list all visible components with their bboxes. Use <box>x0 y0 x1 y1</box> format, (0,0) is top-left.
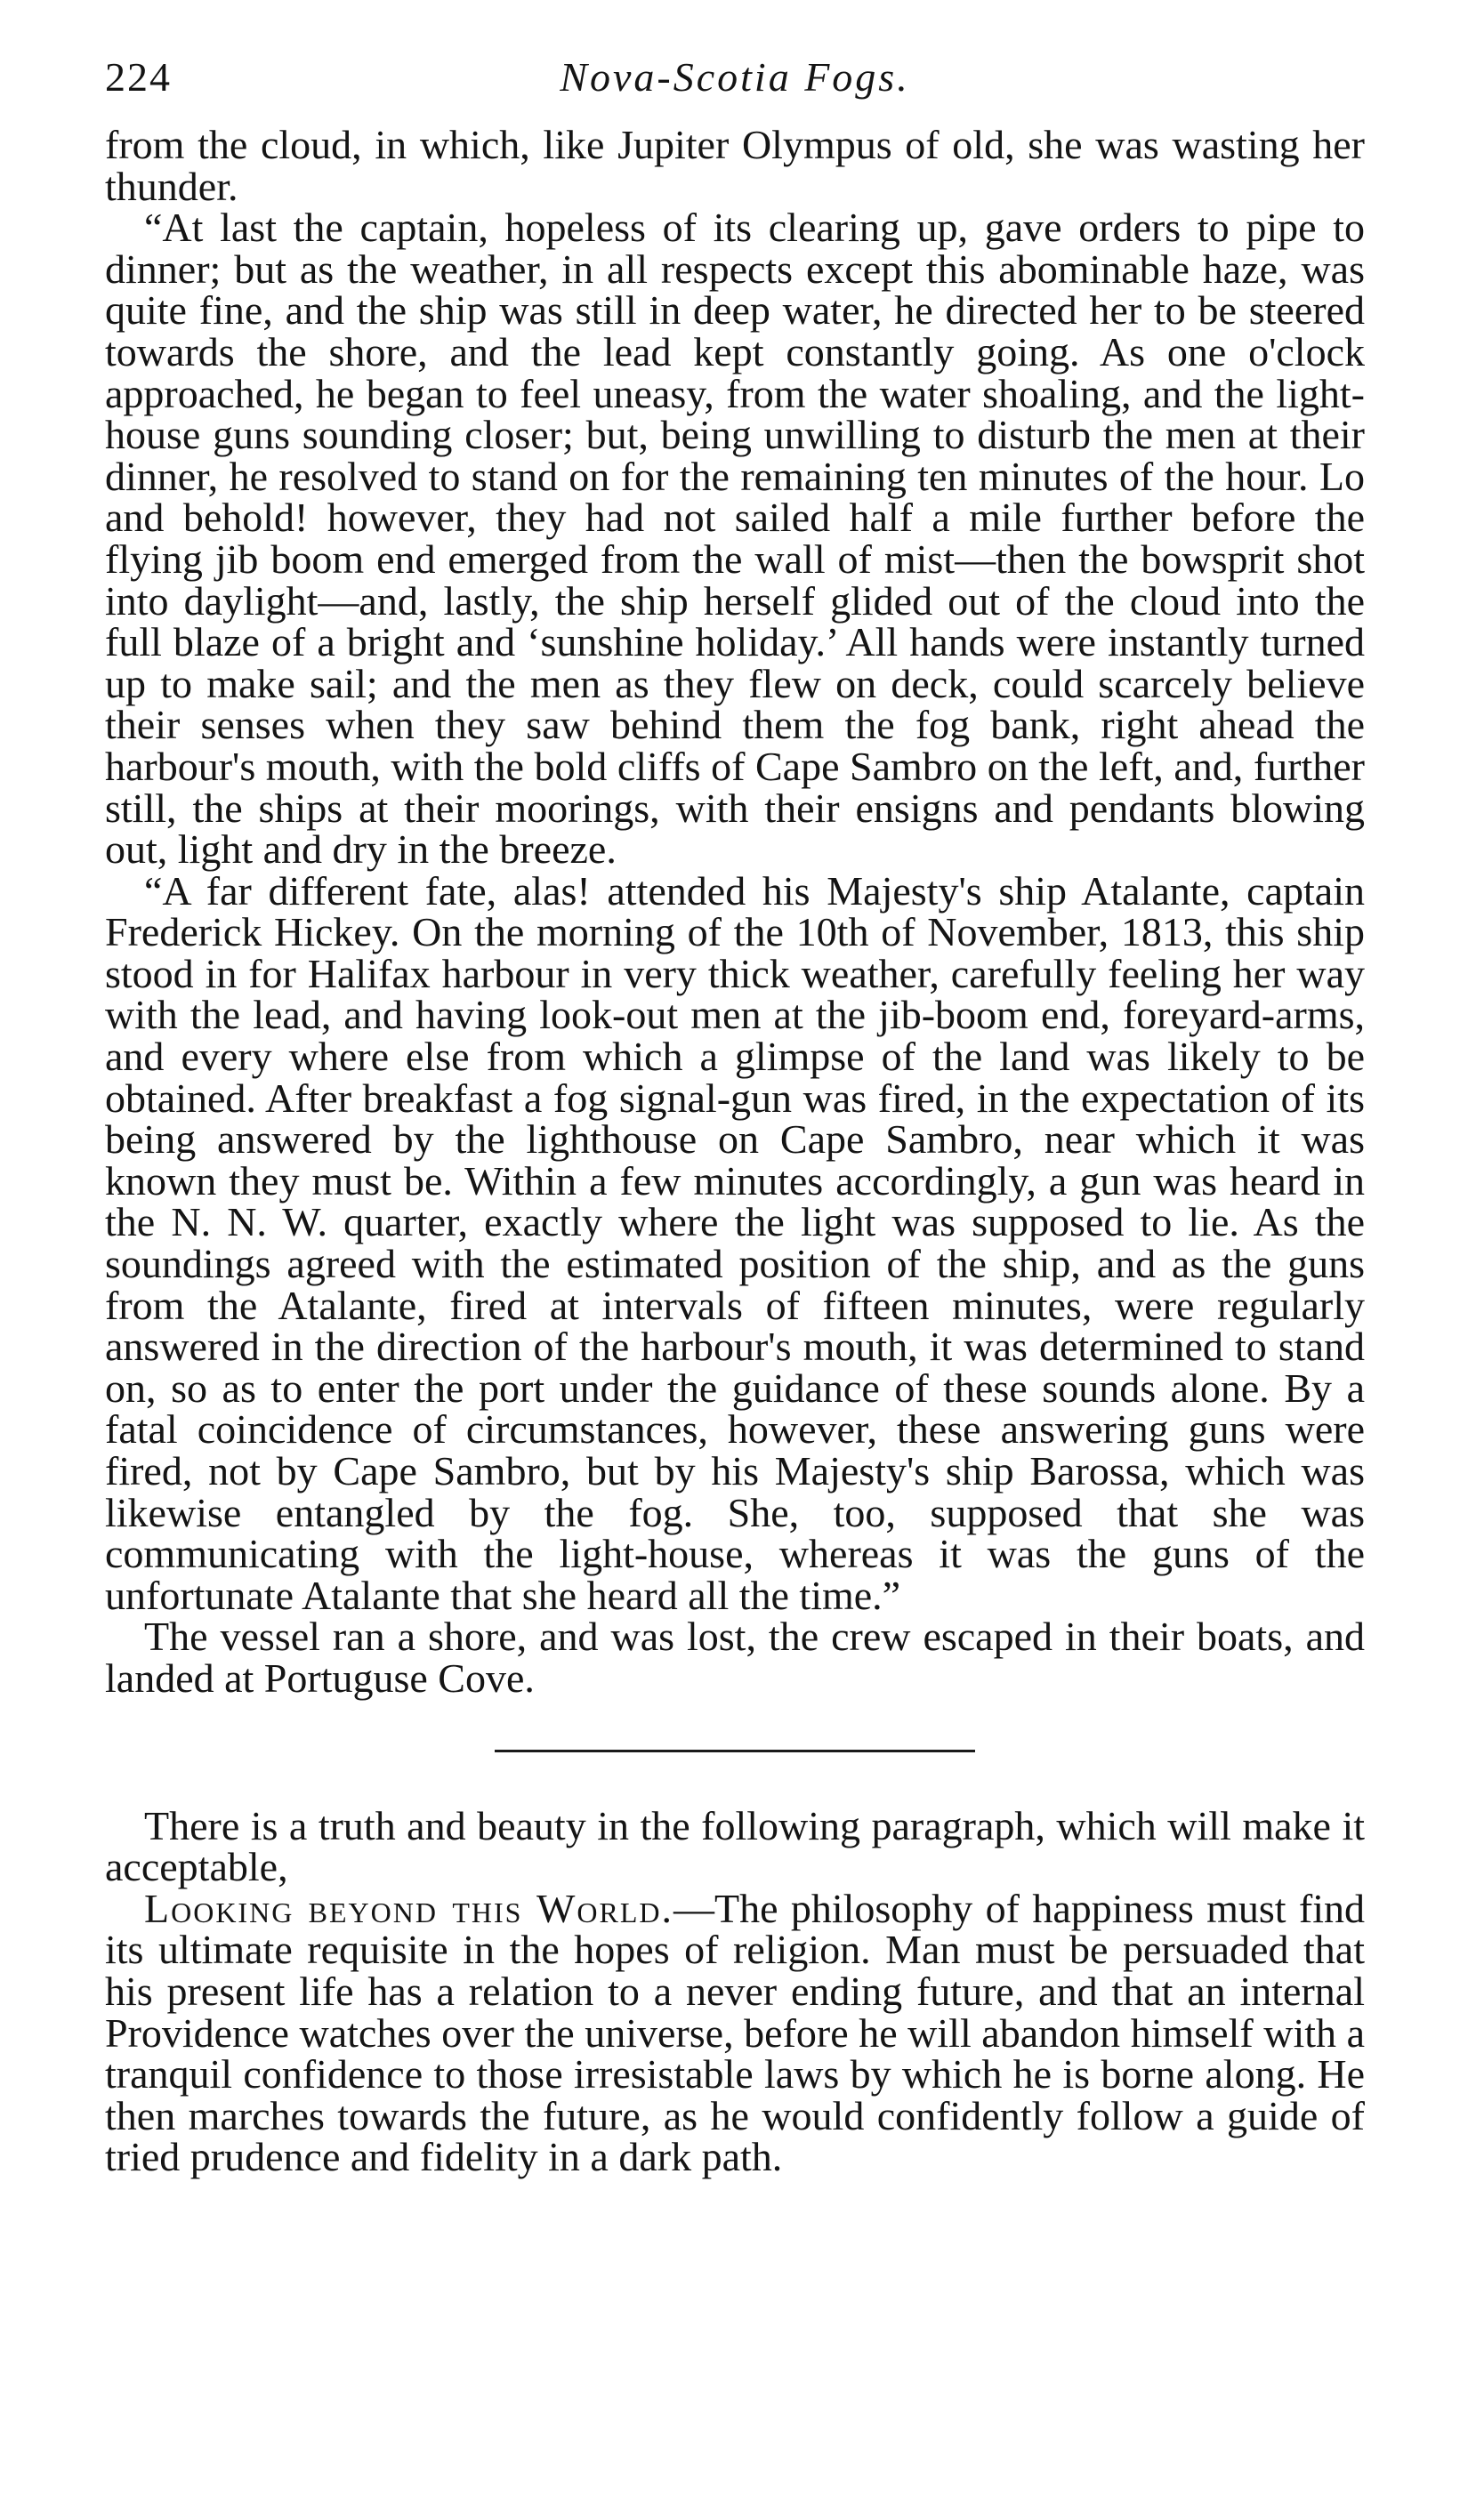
paragraph-vessel-lost: The vessel ran a shore, and was lost, the crew escaped in their boats, and landed at Portuguse Cove. <box>105 1614 1365 1701</box>
book-page <box>105 53 1365 2178</box>
paragraph-continuation: from the cloud, in which, like Jupiter Olympus of old, she was wasting her thunder. <box>105 122 1365 209</box>
running-head: Nova-Scotia Fogs. <box>560 54 910 100</box>
paragraph-looking-beyond-text: —The philosophy of happiness must find its ultimate requisite in the hopes of religion. Man must be persuaded that his present life has a relation to a never ending future, and that an internal Providence watches over the universe, before he will abandon himself with a tranquil confidence to those irresistable laws by which he is borne along. He then marches towards the future, as he would confidently follow a guide of tried prudence and fidelity in a dark path. <box>105 1885 1365 2180</box>
page-header <box>105 53 1365 125</box>
paragraph-introduction: There is a truth and beauty in the following paragraph, which will make it acceptable, <box>105 1802 1365 1890</box>
paragraph-looking-beyond <box>105 1885 1365 2180</box>
body-text <box>105 122 1365 2180</box>
paragraph-captain-dinner: “At last the captain, hopeless of its clearing up, gave orders to pipe to dinner; but as the weather, in all respects except this abominable haze, was quite fine, and the ship was still in deep water, he directed her to be steered towards the shore, and the lead kept constantly going. As one o'clock approached, he began to feel uneasy, from the water shoaling, and the light-house guns sounding closer; but, being unwilling to disturb the men at their dinner, he resolved to stand on for the remaining ten minutes of the hour. Lo and behold! however, they had not sailed half a mile further before the flying jib boom end emerged from the wall of mist—then the bowsprit shot into daylight—and, lastly, the ship herself glided out of the cloud into the full blaze of a bright and ‘sunshine holiday.’ All hands were instantly turned up to make sail; and the men as they flew on deck, could scarcely believe their senses when they saw behind them the fog bank, right ahead the harbour's mouth, with the bold cliffs of Cape Sambro on the left, and, further still, the ships at their moorings, with their ensigns and pendants blowing out, light and dry in the breeze. <box>105 205 1365 873</box>
paragraph-atalante: “A far different fate, alas! attended his Majesty's ship Atalante, captain Frederick Hickey. On the morning of the 10th of November, 1813, this ship stood in for Halifax harbour in very thick weather, carefully feeling her way with the lead, and having look-out men at the jib-boom end, foreyard-arms, and every where else from which a glimpse of the land was likely to be obtained. After breakfast a fog signal-gun was fired, in the expectation of its being answered by the lighthouse on Cape Sambro, near which it was known they must be. Within a few minutes accordingly, a gun was heard in the N. N. W. quarter, exactly where the light was supposed to lie. As the soundings agreed with the estimated position of the ship, and as the guns from the Atalante, fired at intervals of fifteen minutes, were regularly answered in the direction of the harbour's mouth, it was determined to stand on, so as to enter the port under the guidance of these sounds alone. By a fatal coincidence of circumstances, however, these answering guns were fired, not by Cape Sambro, but by his Majesty's ship Barossa, which was likewise entangled by the fog. She, too, supposed that she was communicating with the light-house, whereas it was the guns of the unfortunate Atalante that she heard all the time.” <box>105 867 1365 1618</box>
section-divider <box>495 1750 975 1752</box>
section-heading: Looking beyond this World. <box>144 1885 673 1931</box>
page-number: 224 <box>105 54 172 100</box>
